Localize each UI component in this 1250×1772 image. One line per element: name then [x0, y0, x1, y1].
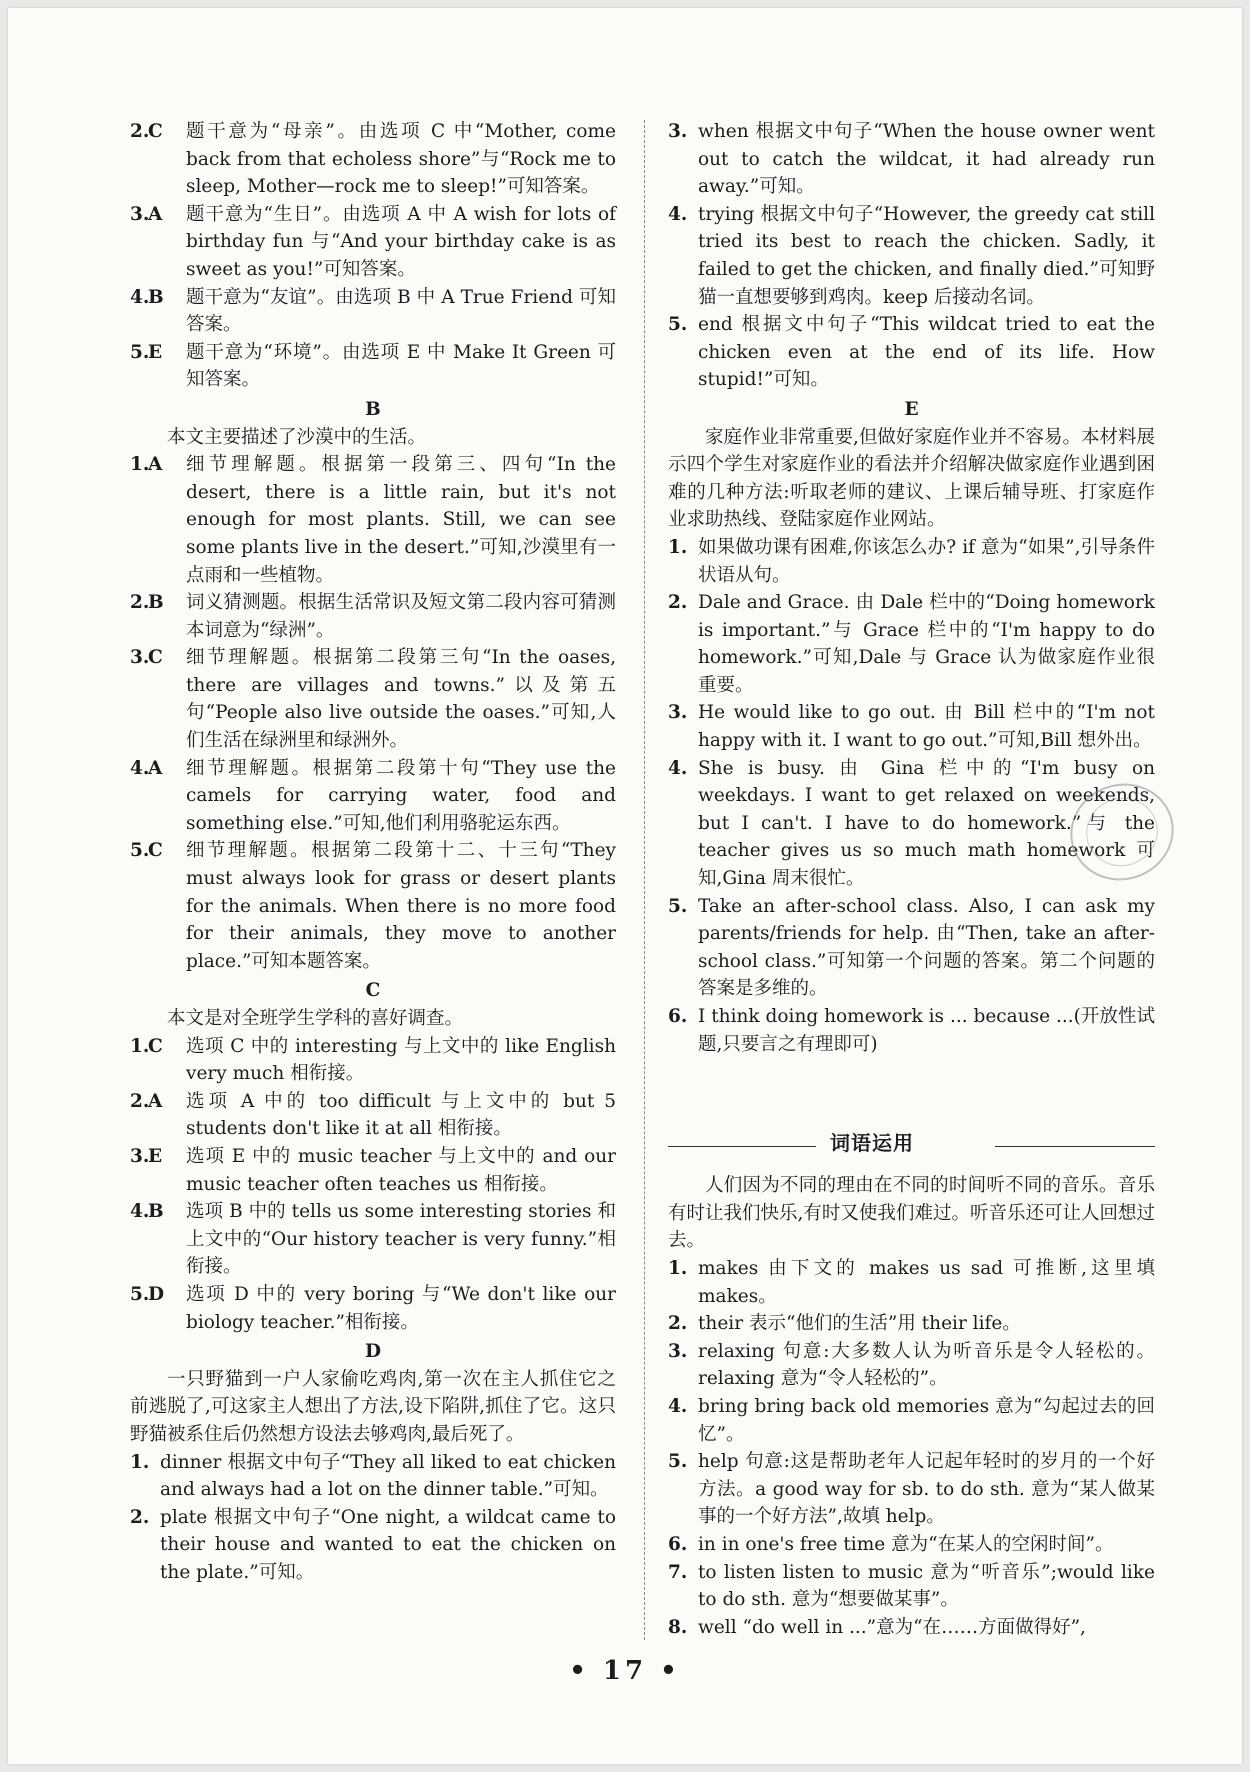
- section-heading: [668, 1124, 1155, 1168]
- answer-item: [668, 118, 1155, 201]
- item-number: 5.: [130, 341, 150, 363]
- section-intro: 人们因为不同的理由在不同的时间听不同的音乐。音乐有时让我们快乐,有时又使我们难过。听音乐还可让人回想过去。: [668, 1175, 1155, 1252]
- item-explanation: 词义猜测题。根据生活常识及短文第二段内容可猜测本词意为“绿洲”。: [186, 592, 616, 641]
- heading-rule-left: [668, 1146, 816, 1147]
- item-answer: B: [148, 1201, 164, 1223]
- item-number: 4.: [130, 286, 150, 308]
- answer-item: [130, 1449, 616, 1504]
- answer-item: [130, 1033, 616, 1088]
- answer-item: [668, 1003, 1155, 1058]
- item-number: 3.: [130, 1145, 150, 1167]
- item-explanation: 细节理解题。根据第二段第十二、十三句“They must always look for grass or desert plants for the animals. When there is no more food for their animals, they move to another place.”可知本题答案。: [186, 840, 616, 972]
- item-number: 5.: [668, 895, 688, 917]
- answer-item: [668, 1255, 1155, 1310]
- answer-item: [668, 201, 1155, 311]
- item-explanation: well “do well in ...”意为“在……方面做得好”,: [698, 1616, 1086, 1638]
- item-explanation: Take an after-school class. Also, I can ask my parents/friends for help. 由“Then, take an after-school class.”可知第一个问题的答案。第二个问题的答案是多维的。: [698, 895, 1155, 1000]
- item-number: 4.: [668, 203, 688, 225]
- item-number: 7.: [668, 1561, 688, 1583]
- item-number: 3.: [130, 647, 150, 669]
- item-explanation: trying 根据文中句子“However, the greedy cat still tried its best to reach the chicken. Sadly, it failed to get the chicken, and finally died.”可知野猫一直想要够到鸡肉。keep 后接动名词。: [698, 203, 1155, 308]
- item-answer: A: [148, 757, 163, 779]
- item-answer: B: [148, 592, 164, 614]
- answer-item: [130, 1504, 616, 1587]
- answer-item: [130, 339, 616, 394]
- item-explanation: 选项 C 中的 interesting 与上文中的 like English very much 相衔接。: [186, 1035, 616, 1085]
- item-explanation: She is busy. 由 Gina 栏中的“I'm busy on weekdays. I want to get relaxed on weekends, but I can't. I have to do homework.”与 the teacher gives us so much math homework 可知,Gina 周末很忙。: [698, 757, 1155, 890]
- item-number: 2.: [130, 1090, 150, 1112]
- item-explanation: 选项 D 中的 very boring 与“We don't like our biology teacher.”相衔接。: [186, 1283, 616, 1333]
- item-number: 2.: [668, 1313, 688, 1335]
- item-explanation: end 根据文中句子“This wildcat tried to eat the chicken even at the end of its life. How stupid!”可知。: [698, 314, 1155, 391]
- section-intro: 本文主要描述了沙漠中的生活。: [167, 426, 427, 448]
- answer-item: [130, 201, 616, 284]
- item-number: 3.: [668, 1340, 688, 1362]
- item-number: 1.: [668, 536, 688, 558]
- item-number: 1.: [130, 1035, 150, 1057]
- item-explanation: 题干意为“生日”。由选项 A 中 A wish for lots of birthday fun 与“And your birthday cake is as sweet as you!”可知答案。: [186, 203, 616, 280]
- item-explanation: 选项 B 中的 tells us some interesting stories 和上文中的“Our history teacher is very funny.”相衔接。: [186, 1201, 616, 1278]
- answer-item: [130, 644, 616, 754]
- item-explanation: makes 由下文的 makes us sad 可推断,这里填 makes。: [698, 1257, 1155, 1307]
- section-intro: 家庭作业非常重要,但做好家庭作业并不容易。本材料展示四个学生对家庭作业的看法并介绍解决做家庭作业遇到困难的几种方法:听取老师的建议、上课后辅导班、打家庭作业求助热线、登陆家庭作业网站。: [668, 426, 1155, 531]
- answer-item: [668, 1559, 1155, 1614]
- section-letter: D: [364, 1341, 382, 1363]
- item-number: 5.: [668, 314, 688, 336]
- item-answer: C: [148, 121, 163, 142]
- item-explanation: 如果做功课有困难,你该怎么办? if 意为“如果”,引导条件状语从句。: [698, 536, 1155, 586]
- item-number: 2.: [668, 592, 688, 614]
- heading-title: 词语运用: [830, 1131, 914, 1156]
- answer-item: [668, 1531, 1155, 1559]
- answer-item: [130, 1281, 616, 1336]
- item-explanation: 选项 A 中的 too difficult 与上文中的 but 5 students don't like it at all 相衔接。: [186, 1090, 616, 1140]
- answer-item: [668, 1448, 1155, 1531]
- answer-item: [130, 118, 616, 201]
- answer-item: [668, 893, 1155, 1003]
- left-column: [130, 118, 616, 1586]
- page-number: • 17 •: [569, 1656, 681, 1686]
- section-intro: 一只野猫到一户人家偷吃鸡肉,第一次在主人抓住它之前逃脱了,可这家主人想出了方法,设下陷阱,抓住了它。这只野猫被系住后仍然想方设法去够鸡肉,最后死了。: [130, 1368, 616, 1445]
- answer-item: [130, 589, 616, 644]
- item-explanation: Dale and Grace. 由 Dale 栏中的“Doing homework is important.”与 Grace 栏中的“I'm happy to do homework.”可知,Dale 与 Grace 认为做家庭作业很重要。: [698, 592, 1155, 696]
- item-number: 4.: [668, 757, 688, 779]
- answer-item: [668, 699, 1155, 754]
- item-number: 4.: [668, 1395, 688, 1417]
- answer-item: [668, 1614, 1155, 1642]
- section-intro: 本文是对全班学生学科的喜好调查。: [167, 1008, 464, 1029]
- answer-item: [668, 534, 1155, 589]
- item-number: 3.: [668, 702, 688, 724]
- item-answer: A: [148, 203, 163, 225]
- item-explanation: 选项 E 中的 music teacher 与上文中的 and our music teacher often teaches us 相衔接。: [186, 1145, 616, 1195]
- item-answer: A: [148, 1090, 163, 1112]
- heading-rule-right: [995, 1146, 1155, 1147]
- item-explanation: bring bring back old memories 意为“勾起过去的回忆”。: [698, 1395, 1155, 1445]
- answer-item: [130, 837, 616, 975]
- item-answer: C: [148, 840, 163, 862]
- item-explanation: 题干意为“环境”。由选项 E 中 Make It Green 可知答案。: [186, 341, 616, 391]
- item-explanation: to listen listen to music 意为“听音乐”;would like to do sth. 意为“想要做某事”。: [698, 1561, 1155, 1611]
- item-explanation: relaxing 句意:大多数人认为听音乐是令人轻松的。relaxing 意为“令人轻松的”。: [698, 1340, 1155, 1390]
- answer-item: [130, 284, 616, 339]
- item-answer: E: [148, 341, 163, 363]
- item-answer: E: [148, 1145, 163, 1167]
- item-explanation: help 句意:这是帮助老年人记起年轻时的岁月的一个好方法。a good way for sb. to do sth. 意为“某人做某事的一个好方法”,故填 help。: [698, 1451, 1155, 1528]
- item-number: 6.: [668, 1006, 688, 1027]
- item-explanation: 题干意为“友谊”。由选项 B 中 A True Friend 可知答案。: [186, 286, 616, 336]
- item-number: 1.: [130, 1451, 150, 1473]
- section-letter: E: [904, 398, 919, 420]
- item-number: 1.: [668, 1257, 688, 1279]
- answer-item: [130, 755, 616, 838]
- item-explanation: 细节理解题。根据第二段第十句“They use the camels for carrying water, food and something else.”可知,他们利用骆驼运东西。: [186, 757, 616, 834]
- item-number: 5.: [668, 1451, 688, 1473]
- item-answer: A: [148, 454, 163, 476]
- item-explanation: 细节理解题。根据第二段第三句“In the oases, there are villages and towns.”以及第五句“People also live outside the oases.”可知,人们生活在绿洲里和绿洲外。: [186, 647, 616, 752]
- item-explanation: 题干意为“母亲”。由选项 C 中“Mother, come back from that echoless shore”与“Rock me to sleep, Mother—rock me to sleep!”可知答案。: [186, 121, 616, 198]
- answer-item: [130, 1198, 616, 1281]
- item-number: 1.: [130, 454, 150, 476]
- item-explanation: in in one's free time 意为“在某人的空闲时间”。: [698, 1533, 1114, 1555]
- answer-item: [668, 1338, 1155, 1393]
- answer-item: [668, 311, 1155, 394]
- answer-page: [8, 8, 1242, 1764]
- item-number: 8.: [668, 1616, 688, 1638]
- answer-item: [130, 1143, 616, 1198]
- section-letter: C: [365, 980, 381, 1002]
- item-number: 3.: [668, 121, 688, 142]
- item-explanation: their 表示“他们的生活”用 their life。: [698, 1313, 1021, 1335]
- item-answer: C: [148, 647, 163, 669]
- item-explanation: dinner 根据文中句子“They all liked to eat chicken and always had a lot on the dinner table.”可知。: [160, 1451, 616, 1501]
- item-answer: B: [148, 286, 164, 308]
- item-number: 2.: [130, 592, 150, 614]
- item-explanation: when 根据文中句子“When the house owner went out to catch the wildcat, it had already run away.”可知。: [698, 121, 1155, 198]
- item-answer: C: [148, 1035, 163, 1057]
- answer-item: [130, 451, 616, 589]
- item-number: 6.: [668, 1533, 688, 1555]
- item-number: 4.: [130, 1201, 150, 1223]
- item-number: 2.: [130, 1506, 150, 1528]
- item-explanation: 细节理解题。根据第一段第三、四句“In the desert, there is a little rain, but it's not enough for most plants. Still, we can see some plants live in the desert.”可知,沙漠里有一点雨和一些植物。: [186, 454, 616, 586]
- answer-item: [668, 589, 1155, 699]
- item-explanation: He would like to go out. 由 Bill 栏中的“I'm not happy with it. I want to go out.”可知,Bill 想外出。: [698, 702, 1155, 752]
- right-column: [668, 118, 1155, 1641]
- item-number: 5.: [130, 1283, 150, 1305]
- item-number: 4.: [130, 757, 150, 779]
- item-number: 2.: [130, 121, 150, 142]
- item-number: 5.: [130, 840, 150, 862]
- item-explanation: plate 根据文中句子“One night, a wildcat came to their house and wanted to eat the chicken on the plate.”可知。: [160, 1506, 616, 1583]
- column-divider: [644, 120, 645, 1640]
- answer-item: [130, 1088, 616, 1143]
- section-letter: B: [365, 398, 381, 420]
- item-number: 3.: [130, 203, 150, 225]
- answer-item: [668, 1393, 1155, 1448]
- item-answer: D: [148, 1283, 165, 1305]
- answer-item: [668, 1310, 1155, 1338]
- item-explanation: I think doing homework is ... because ...(开放性试题,只要言之有理即可): [698, 1006, 1155, 1055]
